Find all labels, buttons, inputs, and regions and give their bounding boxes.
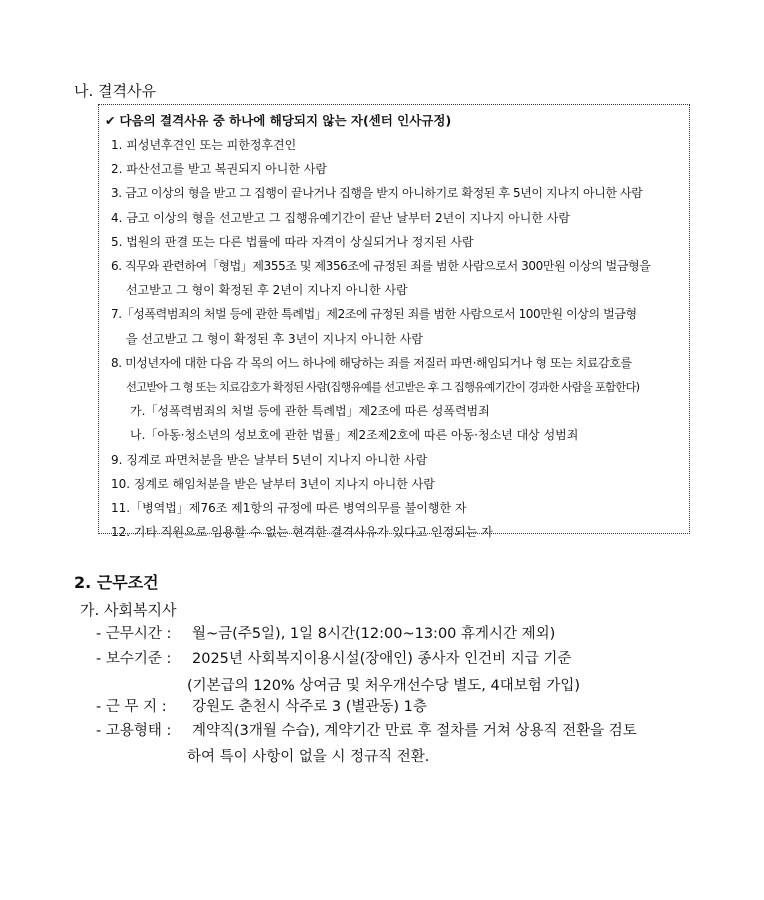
checkmark-icon: ✔ (105, 113, 116, 128)
box-header-text: 다음의 결격사유 중 하나에 해당되지 않는 자(센터 인사규정) (119, 113, 452, 128)
section-title-disqualification: 나. 결격사유 (74, 82, 156, 100)
list-item: 4. 금고 이상의 형을 선고받고 그 집행유예기간이 끝난 날부터 2년이 지나지 아니한 사람 (111, 210, 570, 225)
list-item: 5. 법원의 판결 또는 다른 법률에 따라 자격이 상실되거나 정지된 사람 (111, 234, 474, 249)
condition-employment-type (96, 719, 637, 743)
condition-work-hours (96, 622, 555, 646)
list-item: 10. 징계로 해임처분을 받은 날부터 3년이 지나지 아니한 사람 (111, 476, 435, 491)
condition-key: - 근무시간 : (96, 626, 172, 642)
disqualification-box (98, 104, 690, 540)
condition-value: 계약직(3개월 수습), 계약기간 만료 후 절차를 거쳐 상용직 전환을 검토 (192, 723, 637, 739)
list-item: 1. 피성년후견인 또는 피한정후견인 (111, 138, 297, 152)
condition-salary-continuation: (기본급의 120% 상여금 및 처우개선수당 별도, 4대보험 가입) (187, 678, 581, 694)
list-item-continuation: 을 선고받고 그 형이 확정된 후 3년이 지나지 아니한 사람 (126, 331, 423, 346)
list-item-continuation: 선고받아 그 형 또는 치료감호가 확정된 사람(집행유예를 선고받은 후 그 집행유예기간이 경과한 사람을 포함한다) (126, 380, 640, 395)
list-item: 12. 기타 직원으로 임용할 수 없는 현격한 결격사유가 있다고 인정되는 자 (111, 525, 493, 540)
section-title-work-conditions: 2. 근무조건 (74, 573, 159, 592)
subsection-title-social-worker: 가. 사회복지사 (80, 601, 177, 619)
condition-salary (96, 647, 571, 671)
disqualification-list (111, 133, 681, 544)
list-subitem: 가.「성폭력범죄의 처벌 등에 관한 특례법」제2조에 따른 성폭력범죄 (130, 404, 490, 419)
list-item: 8. 미성년자에 대한 다음 각 목의 어느 하나에 해당하는 죄를 저질러 파면·해임되거나 형 또는 치료감호를 (111, 355, 632, 370)
list-item: 3. 금고 이상의 형을 받고 그 집행이 끝나거나 집행을 받지 아니하기로 확정된 후 5년이 지나지 아니한 사람 (111, 186, 643, 201)
condition-key: - 고용형태 : (96, 723, 172, 739)
list-item: 2. 파산선고를 받고 복권되지 아니한 사람 (111, 162, 327, 177)
list-item-continuation: 선고받고 그 형이 확정된 후 2년이 지나지 아니한 사람 (126, 283, 408, 298)
list-item: 11.「병역법」제76조 제1항의 규정에 따른 병역의무를 불이행한 자 (111, 501, 467, 516)
list-subitem: 나.「아동·청소년의 성보호에 관한 법률」제2조제2호에 따른 아동·청소년 대상 성범죄 (130, 428, 579, 443)
list-item: 9. 징계로 파면처분을 받은 날부터 5년이 지나지 아니한 사람 (111, 452, 428, 467)
condition-key: - 근 무 지 : (96, 699, 167, 715)
condition-value: 2025년 사회복지이용시설(장애인) 종사자 인건비 지급 기준 (192, 651, 572, 667)
list-item: 6. 직무와 관련하여「형법」제355조 및 제356조에 규정된 죄를 범한 사람으로서 300만원 이상의 벌금형을 (111, 259, 651, 274)
box-header (105, 111, 451, 129)
condition-employment-type-continuation: 하여 특이 사항이 없을 시 정규직 전환. (187, 749, 430, 765)
condition-key: - 보수기준 : (96, 651, 172, 667)
condition-value: 월~금(주5일), 1일 8시간(12:00~13:00 휴게시간 제외) (192, 626, 556, 642)
condition-location (96, 695, 427, 719)
condition-value: 강원도 춘천시 삭주로 3 (별관동) 1층 (192, 699, 427, 715)
list-item: 7.「성폭력범죄의 처벌 등에 관한 특례법」제2조에 규정된 죄를 범한 사람으로서 100만원 이상의 벌금형 (111, 307, 637, 322)
